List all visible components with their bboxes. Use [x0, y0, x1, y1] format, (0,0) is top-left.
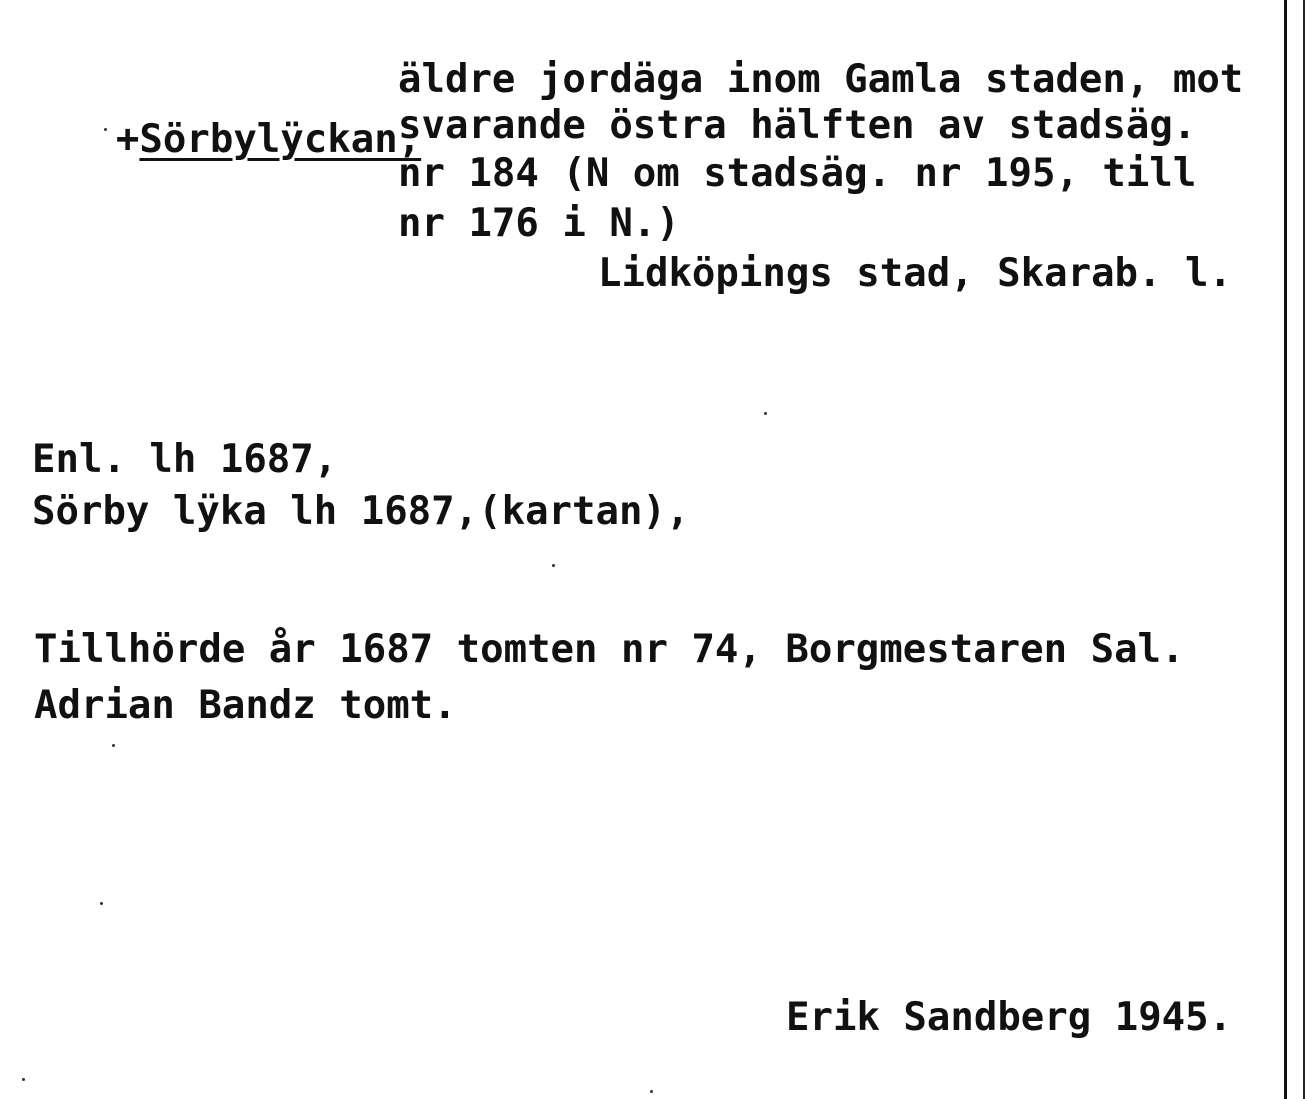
- definition-line-3: nr 184 (N om stadsäg. nr 195, till: [398, 151, 1197, 196]
- dust-speck: [104, 128, 107, 131]
- definition-line-4: nr 176 i N.): [398, 201, 680, 246]
- definition-line-1: äldre jordäga inom Gamla staden, mot: [398, 57, 1244, 102]
- location-line: Lidköpings stad, Skarab. l.: [598, 251, 1232, 296]
- headword: Sörbylÿckan,: [139, 117, 422, 162]
- signature: Erik Sandberg 1945.: [786, 995, 1233, 1040]
- dust-speck: [650, 1090, 653, 1093]
- note-line-1: Tillhörde år 1687 tomten nr 74, Borgmestaren Sal.: [34, 627, 1185, 672]
- definition-line-2: svarande östra hälften av stadsäg.: [398, 103, 1197, 148]
- dust-speck: [22, 1078, 25, 1081]
- dust-speck: [112, 744, 115, 747]
- card-edge-line: [1284, 0, 1287, 1099]
- headword-line: [22, 68, 421, 212]
- dust-speck: [552, 564, 555, 567]
- source-line-1: Enl. lh 1687,: [32, 437, 338, 482]
- scan-border-line: [1303, 0, 1305, 1099]
- note-line-2: Adrian Bandz tomt.: [34, 683, 457, 728]
- deleted-marker: +: [115, 117, 140, 162]
- dust-speck: [100, 902, 103, 905]
- source-line-2: Sörby lÿka lh 1687,(kartan),: [32, 489, 690, 534]
- dust-speck: [764, 412, 767, 415]
